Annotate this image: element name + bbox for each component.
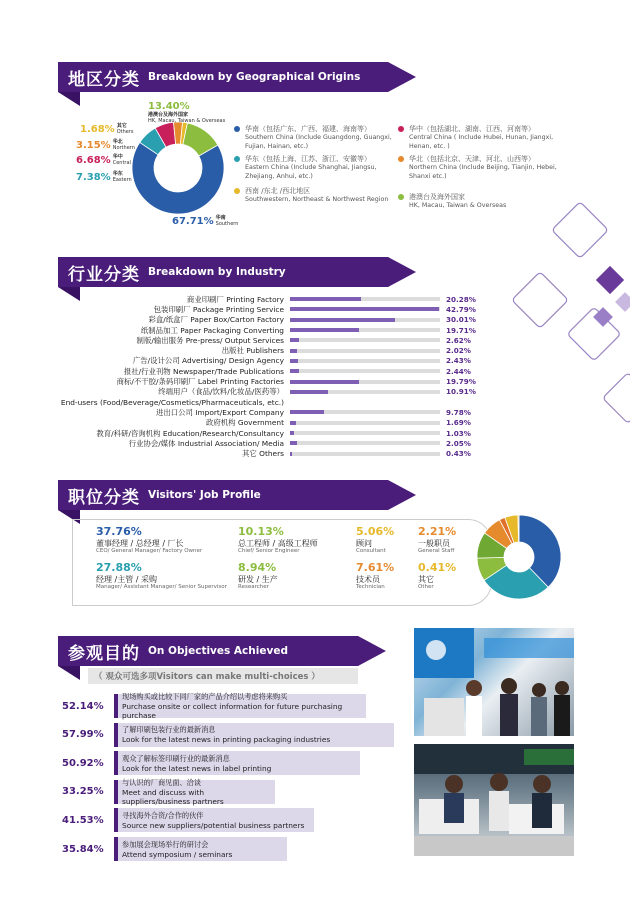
objective-row: [62, 808, 314, 832]
industry-label: 纸制品加工 Paper Packaging Converting: [140, 325, 284, 335]
legend-cn: 华南（包括广东、广西、福建、海南等）: [245, 125, 371, 133]
industry-bar: [290, 421, 296, 425]
geo-label: [80, 124, 134, 135]
legend-en: Central China ( Include Hubei, Hunan, Jiangxi, Henan, etc. ): [409, 134, 554, 150]
objective-bar: [114, 808, 314, 832]
job-title-cn: 总工程师 / 高级工程师: [238, 538, 318, 548]
industry-row: [40, 356, 560, 366]
industry-value: 2.62%: [446, 335, 471, 345]
industry-row: [40, 366, 560, 376]
job-pct: 0.41%: [418, 561, 457, 574]
job-pct: 37.76%: [96, 525, 142, 538]
exhibition-photo-1: [414, 628, 574, 736]
objective-bar: [114, 723, 394, 747]
geo-label-pct: 67.71%: [172, 215, 214, 227]
job-pct: 10.13%: [238, 525, 284, 538]
job-title-en: Technician: [356, 583, 385, 590]
job-item: [238, 562, 350, 590]
industry-bar: [290, 390, 328, 394]
legend-dot-icon: [234, 126, 240, 132]
job-title-en: CEO/ General Manager/ Factory Owner: [96, 547, 203, 554]
industry-label: 其它 Others: [242, 449, 284, 459]
industry-bar: [290, 297, 361, 301]
job-title-cn: 技术员: [356, 574, 380, 584]
industry-bar-track: [290, 318, 440, 322]
job-pct: 8.94%: [238, 561, 277, 574]
geo-label-pct: 6.68%: [76, 154, 111, 166]
job-title-en: Chief/ Senior Engineer: [238, 547, 300, 554]
geo-label: [76, 172, 132, 183]
objectives-title-en: On Objectives Achieved: [148, 645, 288, 657]
industry-bar: [290, 349, 297, 353]
geo-donut-chart: [128, 118, 228, 218]
geo-title-en: Breakdown by Geographical Origins: [148, 71, 361, 83]
industry-value: 2.44%: [446, 366, 471, 376]
legend-en: Northern China (Include Beijing, Tianjin, Hebei, Shanxi etc.): [409, 164, 557, 180]
industry-row: [40, 294, 560, 304]
geo-slice-5: [132, 142, 224, 214]
geo-header: [58, 62, 388, 92]
geo-label-name: [113, 140, 135, 151]
geo-label-pct: 13.40%: [148, 101, 190, 112]
objective-bar: [114, 837, 287, 861]
geo-label-name: [117, 124, 134, 135]
industry-bar: [290, 359, 298, 363]
industry-value: 42.79%: [446, 304, 476, 314]
job-title-cn: 研发 / 生产: [238, 574, 278, 584]
industry-bar-track: [290, 441, 440, 445]
objective-cn: 寻找海外合资/合作的伙伴: [122, 810, 204, 820]
objective-en: Purchase onsite or collect information for future purchasing purchase: [122, 702, 343, 720]
legend-en: HK, Macau, Taiwan & Overseas: [409, 202, 507, 210]
industry-bar-track: [290, 359, 440, 363]
geo-label-en: Others: [116, 128, 134, 135]
objective-bar: [114, 751, 360, 775]
objective-cn: 与认识的厂商见面、洽谈: [122, 777, 202, 787]
legend-text: [245, 155, 394, 181]
industry-row: [40, 407, 560, 417]
job-item: [356, 526, 414, 554]
job-title-en: Manager/ Assistant Manager/ Senior Supervisor: [96, 583, 227, 590]
geo-title-cn: 地区分类: [68, 69, 140, 90]
objective-en: Source new suppliers/potential business partners: [122, 820, 305, 830]
industry-label: End-users (Food/Beverage/Cosmetics/Pharmaceuticals, etc.): [60, 397, 284, 407]
objective-row: [62, 723, 394, 747]
industry-value: 9.78%: [446, 407, 471, 417]
industry-bar: [290, 338, 299, 342]
industry-bar: [290, 380, 359, 384]
industry-title-en: Breakdown by Industry: [148, 266, 286, 278]
industry-bar: [290, 452, 292, 456]
geo-label: [148, 102, 225, 124]
geo-legend-item: [398, 125, 558, 151]
legend-text: [409, 125, 558, 151]
job-title-cn: 职位分类: [68, 487, 140, 508]
objective-en: Look for the latest news in printing packaging industries: [122, 735, 331, 745]
industry-bar-track: [290, 431, 440, 435]
industry-bar-track: [290, 349, 440, 353]
geo-label-pct: 7.38%: [76, 171, 111, 183]
industry-bar-track: [290, 390, 440, 394]
job-item: [418, 562, 476, 590]
industry-row: [40, 346, 560, 356]
job-item: [418, 526, 476, 554]
objective-pct: 41.53%: [62, 814, 104, 826]
industry-row: [40, 418, 560, 428]
objective-en: Look for the latest news in label printing: [122, 763, 272, 773]
geo-label-cn: 港澳台及海外国家: [148, 112, 189, 118]
industry-value: 2.02%: [446, 346, 471, 356]
objectives-title-cn: 参观目的: [68, 643, 140, 664]
objective-row: [62, 837, 287, 861]
objective-cn: 现场购买或比较下同厂家的产品介绍以考虑将来购买: [122, 692, 288, 701]
industry-bar: [290, 410, 324, 414]
legend-dot-icon: [398, 156, 404, 162]
industry-bar: [290, 369, 299, 373]
legend-cn: 华北（包括北京、天津、河北、山西等）: [409, 155, 535, 163]
objectives-subtitle: （ 观众可选多项Visitors can make multi-choices ）: [88, 668, 358, 684]
geo-legend-item: [234, 187, 394, 205]
industry-label: 彩盒/纸盒厂 Paper Box/Carton Factory: [148, 315, 284, 325]
geo-label: [76, 155, 131, 166]
legend-dot-icon: [234, 188, 240, 194]
geo-label-cn: 华东: [112, 171, 123, 177]
job-item: [238, 526, 350, 554]
geo-label-cn: 华南: [215, 215, 226, 221]
objective-pct: 57.99%: [62, 729, 104, 741]
objective-pct: 33.25%: [62, 786, 104, 798]
job-item: [356, 562, 414, 590]
industry-row: [40, 376, 560, 386]
objective-cn: 了解印刷包装行业的最新消息: [122, 725, 216, 735]
objective-en: Attend symposium / seminars: [122, 849, 233, 859]
industry-label: 政府机构 Government: [205, 418, 284, 428]
legend-text: [245, 187, 388, 205]
job-item: [96, 562, 231, 590]
job-title-en: Researcher: [238, 583, 269, 590]
industry-label: 广告/设计公司 Advertising/ Design Agency: [132, 356, 284, 366]
objective-bar: [114, 694, 366, 718]
geo-label: [76, 140, 135, 151]
geo-legend-item: [398, 155, 558, 181]
industry-bar-track: [290, 410, 440, 414]
geo-legend-item: [234, 125, 394, 151]
job-header: [58, 480, 388, 510]
legend-cn: 西南 /东北 /西北地区: [245, 187, 311, 195]
industry-label: 进出口公司 Import/Export Company: [155, 407, 284, 417]
legend-cn: 华东（包括上海、江苏、浙江、安徽等）: [245, 155, 371, 163]
industry-label: 出版社 Publishers: [221, 346, 284, 356]
legend-dot-icon: [234, 156, 240, 162]
geo-legend-item: [234, 155, 394, 181]
industry-bar: [290, 328, 359, 332]
legend-en: Southern China (Include Guangdong, Guangxi, Fujian, Hainan, etc.): [245, 134, 392, 150]
industry-value: 19.79%: [446, 377, 476, 387]
job-title-en: Visitors' Job Profile: [148, 489, 261, 501]
job-title-cn: 经理 /主管 / 采购: [96, 574, 158, 584]
industry-label: 包装印刷厂 Package Printing Service: [153, 304, 284, 314]
industry-bar-track: [290, 297, 440, 301]
job-donut-chart: [474, 512, 564, 602]
industry-bar-track: [290, 421, 440, 425]
geo-label-pct: 1.68%: [80, 123, 115, 135]
exhibition-photo-2: [414, 744, 574, 856]
industry-value: 19.71%: [446, 325, 476, 335]
job-pct: 2.21%: [418, 525, 457, 538]
industry-row: [40, 335, 560, 345]
industry-value: 1.69%: [446, 418, 471, 428]
geo-label-name: [216, 216, 239, 227]
objective-row: [62, 751, 360, 775]
objective-cn: 参加展会现场举行的研讨会: [122, 839, 209, 849]
industry-label: 报社/行业刊物 Newspaper/Trade Publications: [123, 366, 284, 376]
industry-label: 终端用户（食品/饮料/化妆品/医药等）: [158, 387, 284, 397]
job-title-cn: 其它: [418, 574, 434, 584]
legend-en: Southwestern, Northeast & Northwest Region: [245, 196, 389, 204]
legend-cn: 华中（包括湖北、湖南、江西、河南等）: [409, 125, 535, 133]
legend-text: [409, 155, 558, 181]
geo-label-name: [148, 113, 225, 124]
objective-bar: [114, 777, 275, 806]
industry-bar-track: [290, 338, 440, 342]
objective-row: [62, 694, 366, 718]
industry-row: [40, 438, 560, 448]
geo-label-cn: 其它: [116, 123, 127, 129]
objective-pct: 35.84%: [62, 843, 104, 855]
industry-row: [40, 428, 560, 438]
geo-label-en: Eastern: [112, 176, 132, 183]
industry-bar: [290, 307, 439, 311]
geo-label: [172, 216, 238, 227]
job-title-en: Other: [418, 583, 434, 590]
objective-row: [62, 777, 275, 806]
industry-label: 制版/输出服务 Pre-press/ Output Services: [136, 335, 284, 345]
industry-label: 教育/科研/咨询机构 Education/Research/Consultancy: [96, 428, 284, 438]
geo-header-flag: [58, 92, 80, 106]
industry-bar-track: [290, 369, 440, 373]
geo-label-en: Southern: [215, 220, 239, 227]
industry-value: 30.01%: [446, 315, 476, 325]
industry-row: [40, 397, 560, 407]
legend-dot-icon: [398, 194, 404, 200]
legend-cn: 港澳台及海外国家: [409, 193, 465, 201]
geo-label-cn: 华北: [112, 139, 123, 145]
geo-label-en: Central: [112, 159, 131, 166]
geo-label-pct: 3.15%: [76, 139, 111, 151]
industry-value: 0.43%: [446, 449, 471, 459]
industry-bar-track: [290, 328, 440, 332]
job-title-cn: 一般职员: [418, 538, 450, 548]
job-pct: 27.88%: [96, 561, 142, 574]
job-title-cn: 顾问: [356, 538, 372, 548]
job-title-en: Consultant: [356, 547, 386, 554]
industry-row: [40, 315, 560, 325]
geo-label-cn: 华中: [112, 154, 123, 160]
industry-row: [40, 325, 560, 335]
job-title-en: General Staff: [418, 547, 455, 554]
objective-en: Meet and discuss with suppliers/business partners: [122, 787, 224, 806]
industry-value: 10.91%: [446, 387, 476, 397]
objective-pct: 50.92%: [62, 757, 104, 769]
industry-label: 行业协会/媒体 Industrial Association/ Media: [128, 438, 284, 448]
industry-row: [40, 387, 560, 397]
job-pct: 5.06%: [356, 525, 395, 538]
job-pct: 7.61%: [356, 561, 395, 574]
legend-en: Eastern China (Include Shanghai, Jiangsu, Zhejiang, Anhui, etc.): [245, 164, 377, 180]
industry-value: 2.43%: [446, 356, 471, 366]
industry-bar-track: [290, 380, 440, 384]
industry-label: 商标/不干胶/条码印刷厂 Label Printing Factories: [116, 377, 284, 387]
industry-title-cn: 行业分类: [68, 264, 140, 285]
job-title-cn: 董事经理 / 总经理 / 厂长: [96, 538, 184, 548]
industry-value: 1.03%: [446, 428, 471, 438]
objectives-header: [58, 636, 358, 666]
objective-cn: 观众了解标签印刷行业的最新消息: [122, 753, 230, 763]
geo-legend-item: [398, 193, 558, 211]
objective-pct: 52.14%: [62, 700, 104, 712]
industry-row: [40, 304, 560, 314]
industry-bar-track: [290, 307, 440, 311]
industry-label: 商业印刷厂 Printing Factory: [186, 294, 284, 304]
legend-text: [409, 193, 506, 211]
legend-text: [245, 125, 394, 151]
industry-bar: [290, 431, 294, 435]
industry-value: 20.28%: [446, 294, 476, 304]
industry-value: 2.05%: [446, 438, 471, 448]
job-item: [96, 526, 231, 554]
industry-bar: [290, 318, 395, 322]
objectives-header-flag: [58, 666, 80, 680]
geo-label-en: HK, Macau, Taiwan & Overseas: [148, 117, 226, 124]
industry-bar: [290, 441, 297, 445]
legend-dot-icon: [398, 126, 404, 132]
geo-label-name: [113, 155, 131, 166]
geo-label-en: Northern: [112, 144, 135, 151]
industry-row: [40, 449, 560, 459]
industry-bar-track: [290, 452, 440, 456]
geo-label-name: [113, 172, 132, 183]
industry-header: [58, 257, 388, 287]
